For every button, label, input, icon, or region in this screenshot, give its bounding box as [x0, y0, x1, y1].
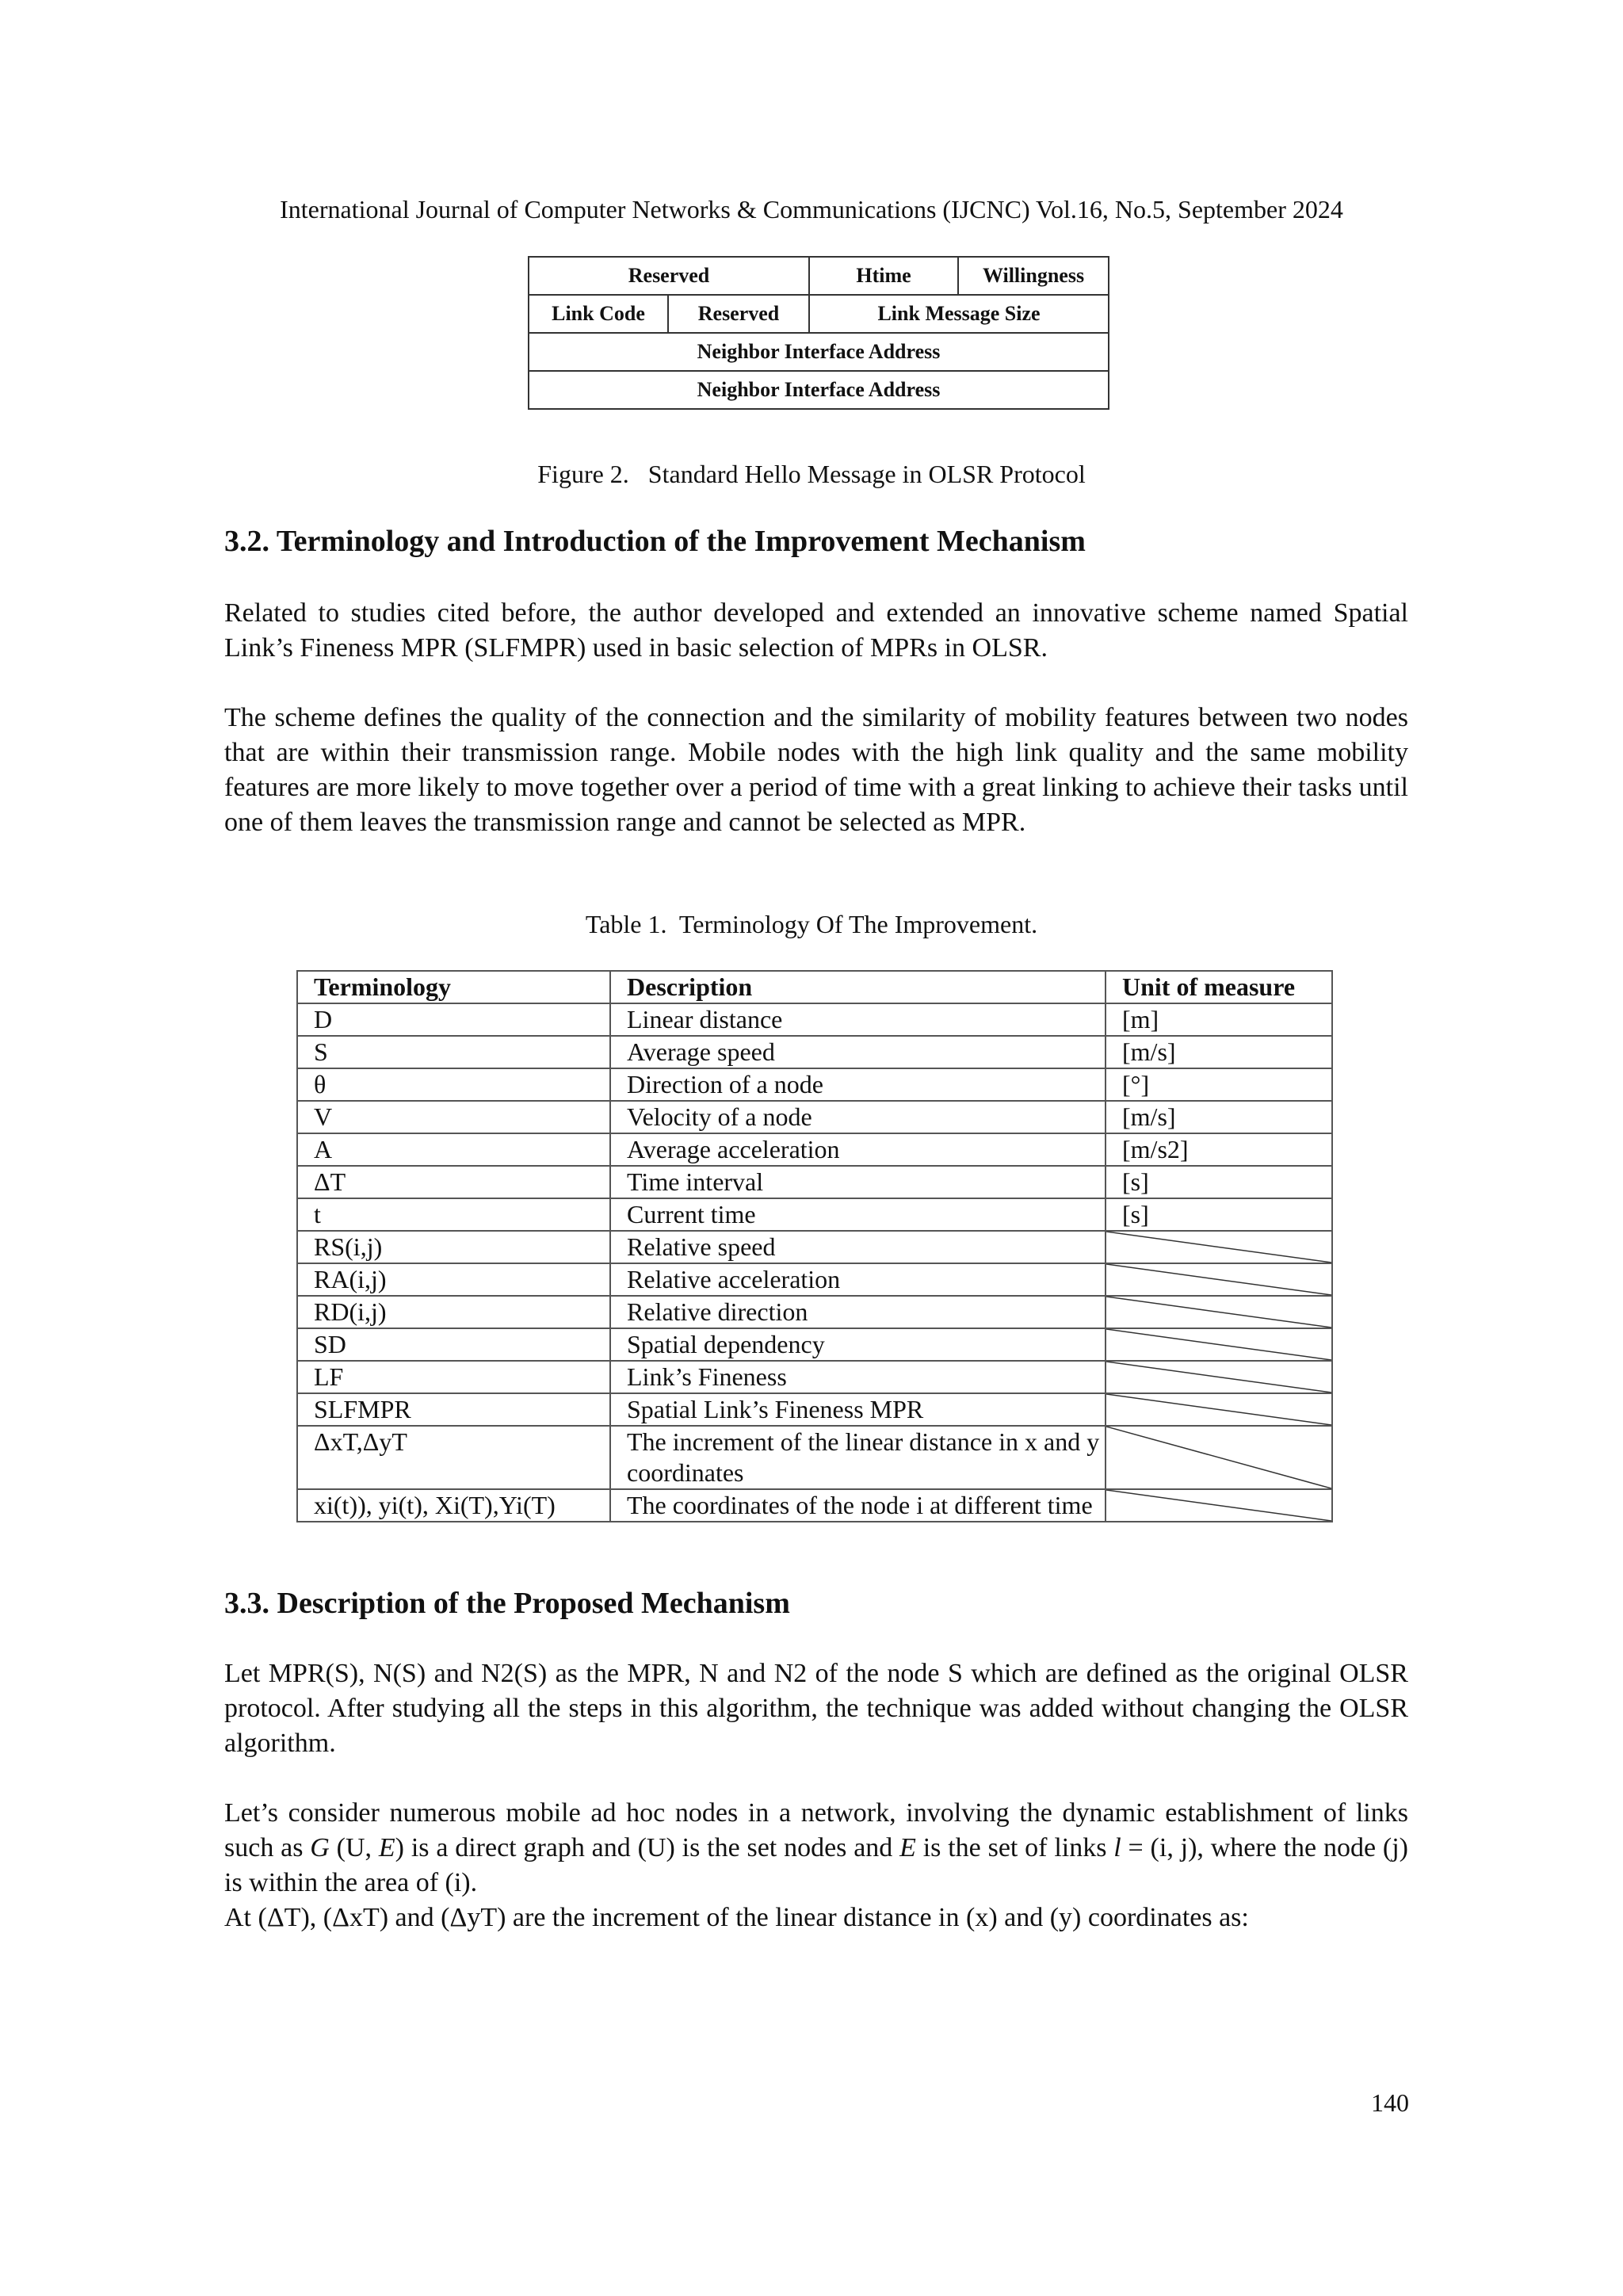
- description-cell: Current time: [610, 1198, 1106, 1231]
- unit-cell-empty: [1106, 1328, 1332, 1361]
- unit-cell-empty: [1106, 1263, 1332, 1296]
- table-row: [297, 1101, 1332, 1133]
- table-row: [297, 1263, 1332, 1296]
- description-cell: Relative acceleration: [610, 1263, 1106, 1296]
- table-row: [297, 1036, 1332, 1068]
- description-cell: Average acceleration: [610, 1133, 1106, 1166]
- math-symbol: E: [899, 1833, 916, 1862]
- diagonal-strike: [1106, 1490, 1331, 1521]
- field-link-code: Link Code: [529, 295, 668, 333]
- diagonal-strike: [1106, 1297, 1331, 1328]
- field-reserved-2: Reserved: [668, 295, 809, 333]
- text-run: Let’s consider numerous mobile ad hoc nodes in a network, involving the dynamic establishment of links such as: [224, 1798, 1408, 1862]
- table-row: [297, 1133, 1332, 1166]
- description-cell: The coordinates of the node i at different time: [610, 1489, 1106, 1522]
- math-symbol: l: [1113, 1833, 1121, 1862]
- description-cell: Spatial Link’s Fineness MPR: [610, 1393, 1106, 1426]
- column-header-unit: Unit of measure: [1106, 971, 1332, 1003]
- unit-cell-empty: [1106, 1393, 1332, 1426]
- paragraph: At (ΔT), (ΔxT) and (ΔyT) are the increment of the linear distance in (x) and (y) coordinates as:: [224, 1903, 1249, 1932]
- unit-cell-empty: [1106, 1361, 1332, 1393]
- paragraph: [224, 1796, 1408, 1901]
- description-cell: Link’s Fineness: [610, 1361, 1106, 1393]
- page-number: 140: [1371, 2088, 1409, 2117]
- unit-cell-empty: [1106, 1231, 1332, 1263]
- term-cell: RD(i,j): [297, 1296, 610, 1328]
- table-row: [297, 1198, 1332, 1231]
- field-willingness: Willingness: [958, 257, 1109, 295]
- terminology-table: [296, 970, 1333, 1522]
- table-row: [297, 1166, 1332, 1198]
- figure-caption: Figure 2. Standard Hello Message in OLSR Protocol: [537, 460, 1086, 488]
- table-row: [297, 1231, 1332, 1263]
- unit-cell: [m/s2]: [1106, 1133, 1332, 1166]
- term-cell: LF: [297, 1361, 610, 1393]
- text-run: = (i, j), where the node (j) is within the area of (i).: [224, 1833, 1408, 1897]
- table-row: [297, 1361, 1332, 1393]
- section-heading-3-2: 3.2. Terminology and Introduction of the Improvement Mechanism: [224, 525, 1086, 558]
- description-cell: Relative direction: [610, 1296, 1106, 1328]
- field-htime: Htime: [809, 257, 958, 295]
- table-row: [297, 1393, 1332, 1426]
- table-caption: Table 1. Terminology Of The Improvement.: [585, 910, 1038, 938]
- term-cell: V: [297, 1101, 610, 1133]
- text-run: ) is a direct graph and (U) is the set nodes and: [395, 1833, 900, 1862]
- unit-cell-empty: [1106, 1296, 1332, 1328]
- table-row: [297, 1296, 1332, 1328]
- field-neighbor-interface-address: Neighbor Interface Address: [529, 333, 1109, 371]
- description-cell: Velocity of a node: [610, 1101, 1106, 1133]
- paragraph: The scheme defines the quality of the connection and the similarity of mobility features between two nodes that are within their transmission range. Mobile nodes with the high link quality and the same mobility features are more likely to move together over a period of time with a great linking to achieve their tasks until one of them leaves the transmission range and cannot be selected as MPR.: [224, 703, 1408, 837]
- description-cell: The increment of the linear distance in x and y coordinates: [610, 1426, 1106, 1489]
- journal-header: International Journal of Computer Networks & Communications (IJCNC) Vol.16, No.5, September 2024: [280, 195, 1343, 223]
- math-symbol: E: [378, 1833, 395, 1862]
- table-row: [297, 1003, 1332, 1036]
- diagonal-strike: [1106, 1232, 1331, 1263]
- column-header-description: Description: [610, 971, 1106, 1003]
- term-cell: S: [297, 1036, 610, 1068]
- section-heading-3-3: 3.3. Description of the Proposed Mechanism: [224, 1587, 790, 1620]
- term-cell: xi(t)), yi(t), Xi(T),Yi(T): [297, 1489, 610, 1522]
- diagonal-strike: [1106, 1427, 1331, 1488]
- math-symbol: G: [310, 1833, 330, 1862]
- table-row: [297, 1489, 1332, 1522]
- field-reserved: Reserved: [529, 257, 809, 295]
- text-run: is the set of links: [915, 1833, 1114, 1862]
- diagonal-strike: [1106, 1329, 1331, 1360]
- term-cell: ΔxT,ΔyT: [297, 1426, 610, 1489]
- paragraph: Let MPR(S), N(S) and N2(S) as the MPR, N and N2 of the node S which are defined as the original OLSR protocol. After studying all the steps in this algorithm, the technique was added without changing the OLSR algorithm.: [224, 1659, 1408, 1758]
- term-cell: SD: [297, 1328, 610, 1361]
- unit-cell: [m/s]: [1106, 1101, 1332, 1133]
- term-cell: θ: [297, 1068, 610, 1101]
- term-cell: D: [297, 1003, 610, 1036]
- paragraph: Related to studies cited before, the author developed and extended an innovative scheme named Spatial Link’s Fineness MPR (SLFMPR) used in basic selection of MPRs in OLSR.: [224, 598, 1408, 663]
- description-cell: Spatial dependency: [610, 1328, 1106, 1361]
- description-cell: Average speed: [610, 1036, 1106, 1068]
- term-cell: SLFMPR: [297, 1393, 610, 1426]
- diagonal-strike: [1106, 1394, 1331, 1425]
- description-cell: Relative speed: [610, 1231, 1106, 1263]
- unit-cell-empty: [1106, 1489, 1332, 1522]
- unit-cell: [m/s]: [1106, 1036, 1332, 1068]
- unit-cell: [°]: [1106, 1068, 1332, 1101]
- diagonal-strike: [1106, 1264, 1331, 1295]
- text-run: (U,: [329, 1833, 379, 1862]
- description-cell: Direction of a node: [610, 1068, 1106, 1101]
- unit-cell-empty: [1106, 1426, 1332, 1489]
- term-cell: A: [297, 1133, 610, 1166]
- description-cell: Linear distance: [610, 1003, 1106, 1036]
- field-link-message-size: Link Message Size: [809, 295, 1109, 333]
- description-cell: Time interval: [610, 1166, 1106, 1198]
- hello-message-figure: [528, 256, 1109, 410]
- unit-cell: [m]: [1106, 1003, 1332, 1036]
- diagonal-strike: [1106, 1362, 1331, 1392]
- term-cell: RA(i,j): [297, 1263, 610, 1296]
- column-header-terminology: Terminology: [297, 971, 610, 1003]
- field-neighbor-interface-address-2: Neighbor Interface Address: [529, 371, 1109, 409]
- term-cell: RS(i,j): [297, 1231, 610, 1263]
- table-row: [297, 1328, 1332, 1361]
- unit-cell: [s]: [1106, 1166, 1332, 1198]
- unit-cell: [s]: [1106, 1198, 1332, 1231]
- term-cell: t: [297, 1198, 610, 1231]
- table-row: [297, 1068, 1332, 1101]
- term-cell: ΔT: [297, 1166, 610, 1198]
- table-row: [297, 1426, 1332, 1489]
